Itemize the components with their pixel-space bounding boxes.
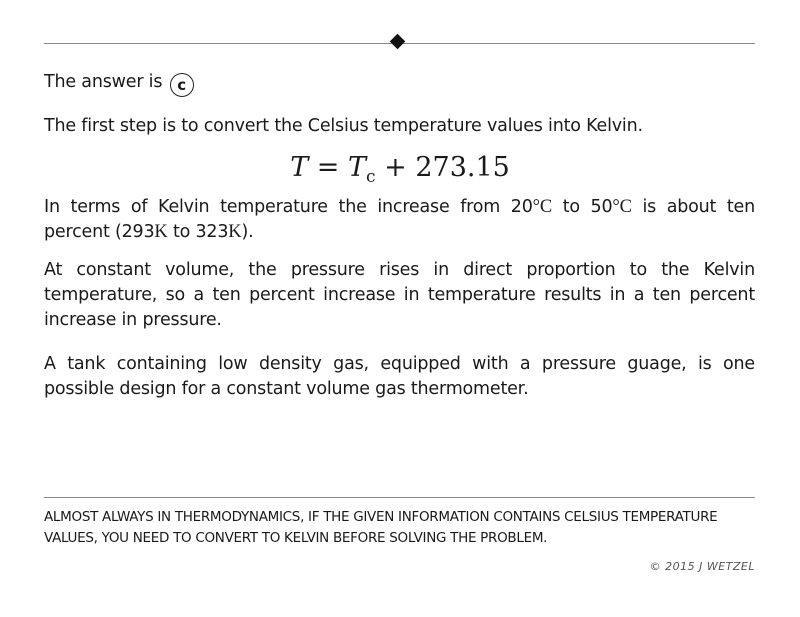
kelvin-equation: [0, 152, 800, 187]
paragraph-constant-volume: At constant volume, the pressure rises in direct proportion to the Kelvin temperature, so a ten percent increase in temperature results in a ten percent increase in pressure.: [44, 260, 755, 330]
paragraph-first-step: The first step is to convert the Celsius temperature values into Kelvin.: [44, 116, 643, 136]
footnote-tip: ALMOST ALWAYS IN THERMODYNAMICS, IF THE GIVEN INFORMATION CONTAINS CELSIUS TEMPERATURE VALUES, YOU NEED TO CONVERT TO KELVIN BEFORE SOLVING THE PROBLEM.: [44, 509, 718, 546]
text: to 323: [167, 222, 229, 242]
equation-subscript: c: [366, 167, 376, 187]
text: ).: [241, 222, 254, 242]
degree-celsius: °C: [612, 197, 632, 217]
equation-constant: + 273.15: [375, 152, 510, 183]
text: is about ten percent (293: [44, 197, 756, 242]
equation-equals: =: [308, 152, 348, 183]
copyright: © 2015 J WETZEL: [649, 560, 755, 573]
diamond-ornament-icon: [390, 34, 406, 50]
answer-line: [44, 70, 755, 97]
paragraph-gas-thermometer: A tank containing low density gas, equipped with a pressure guage, is one possible design for a constant volume gas thermometer.: [44, 354, 755, 399]
text: to 50: [552, 197, 613, 217]
kelvin-unit: K: [154, 222, 168, 242]
answer-choice-badge: c: [170, 73, 194, 97]
bottom-divider: [44, 497, 755, 498]
answer-prefix: The answer is: [44, 72, 163, 92]
degree-celsius: °C: [532, 197, 553, 217]
kelvin-unit: K: [228, 222, 242, 242]
text: In terms of Kelvin temperature the increase from 20: [44, 197, 533, 217]
equation-lhs: T: [290, 152, 309, 183]
paragraph-kelvin-increase: [44, 195, 755, 245]
equation-rhs-var: T: [348, 152, 367, 183]
